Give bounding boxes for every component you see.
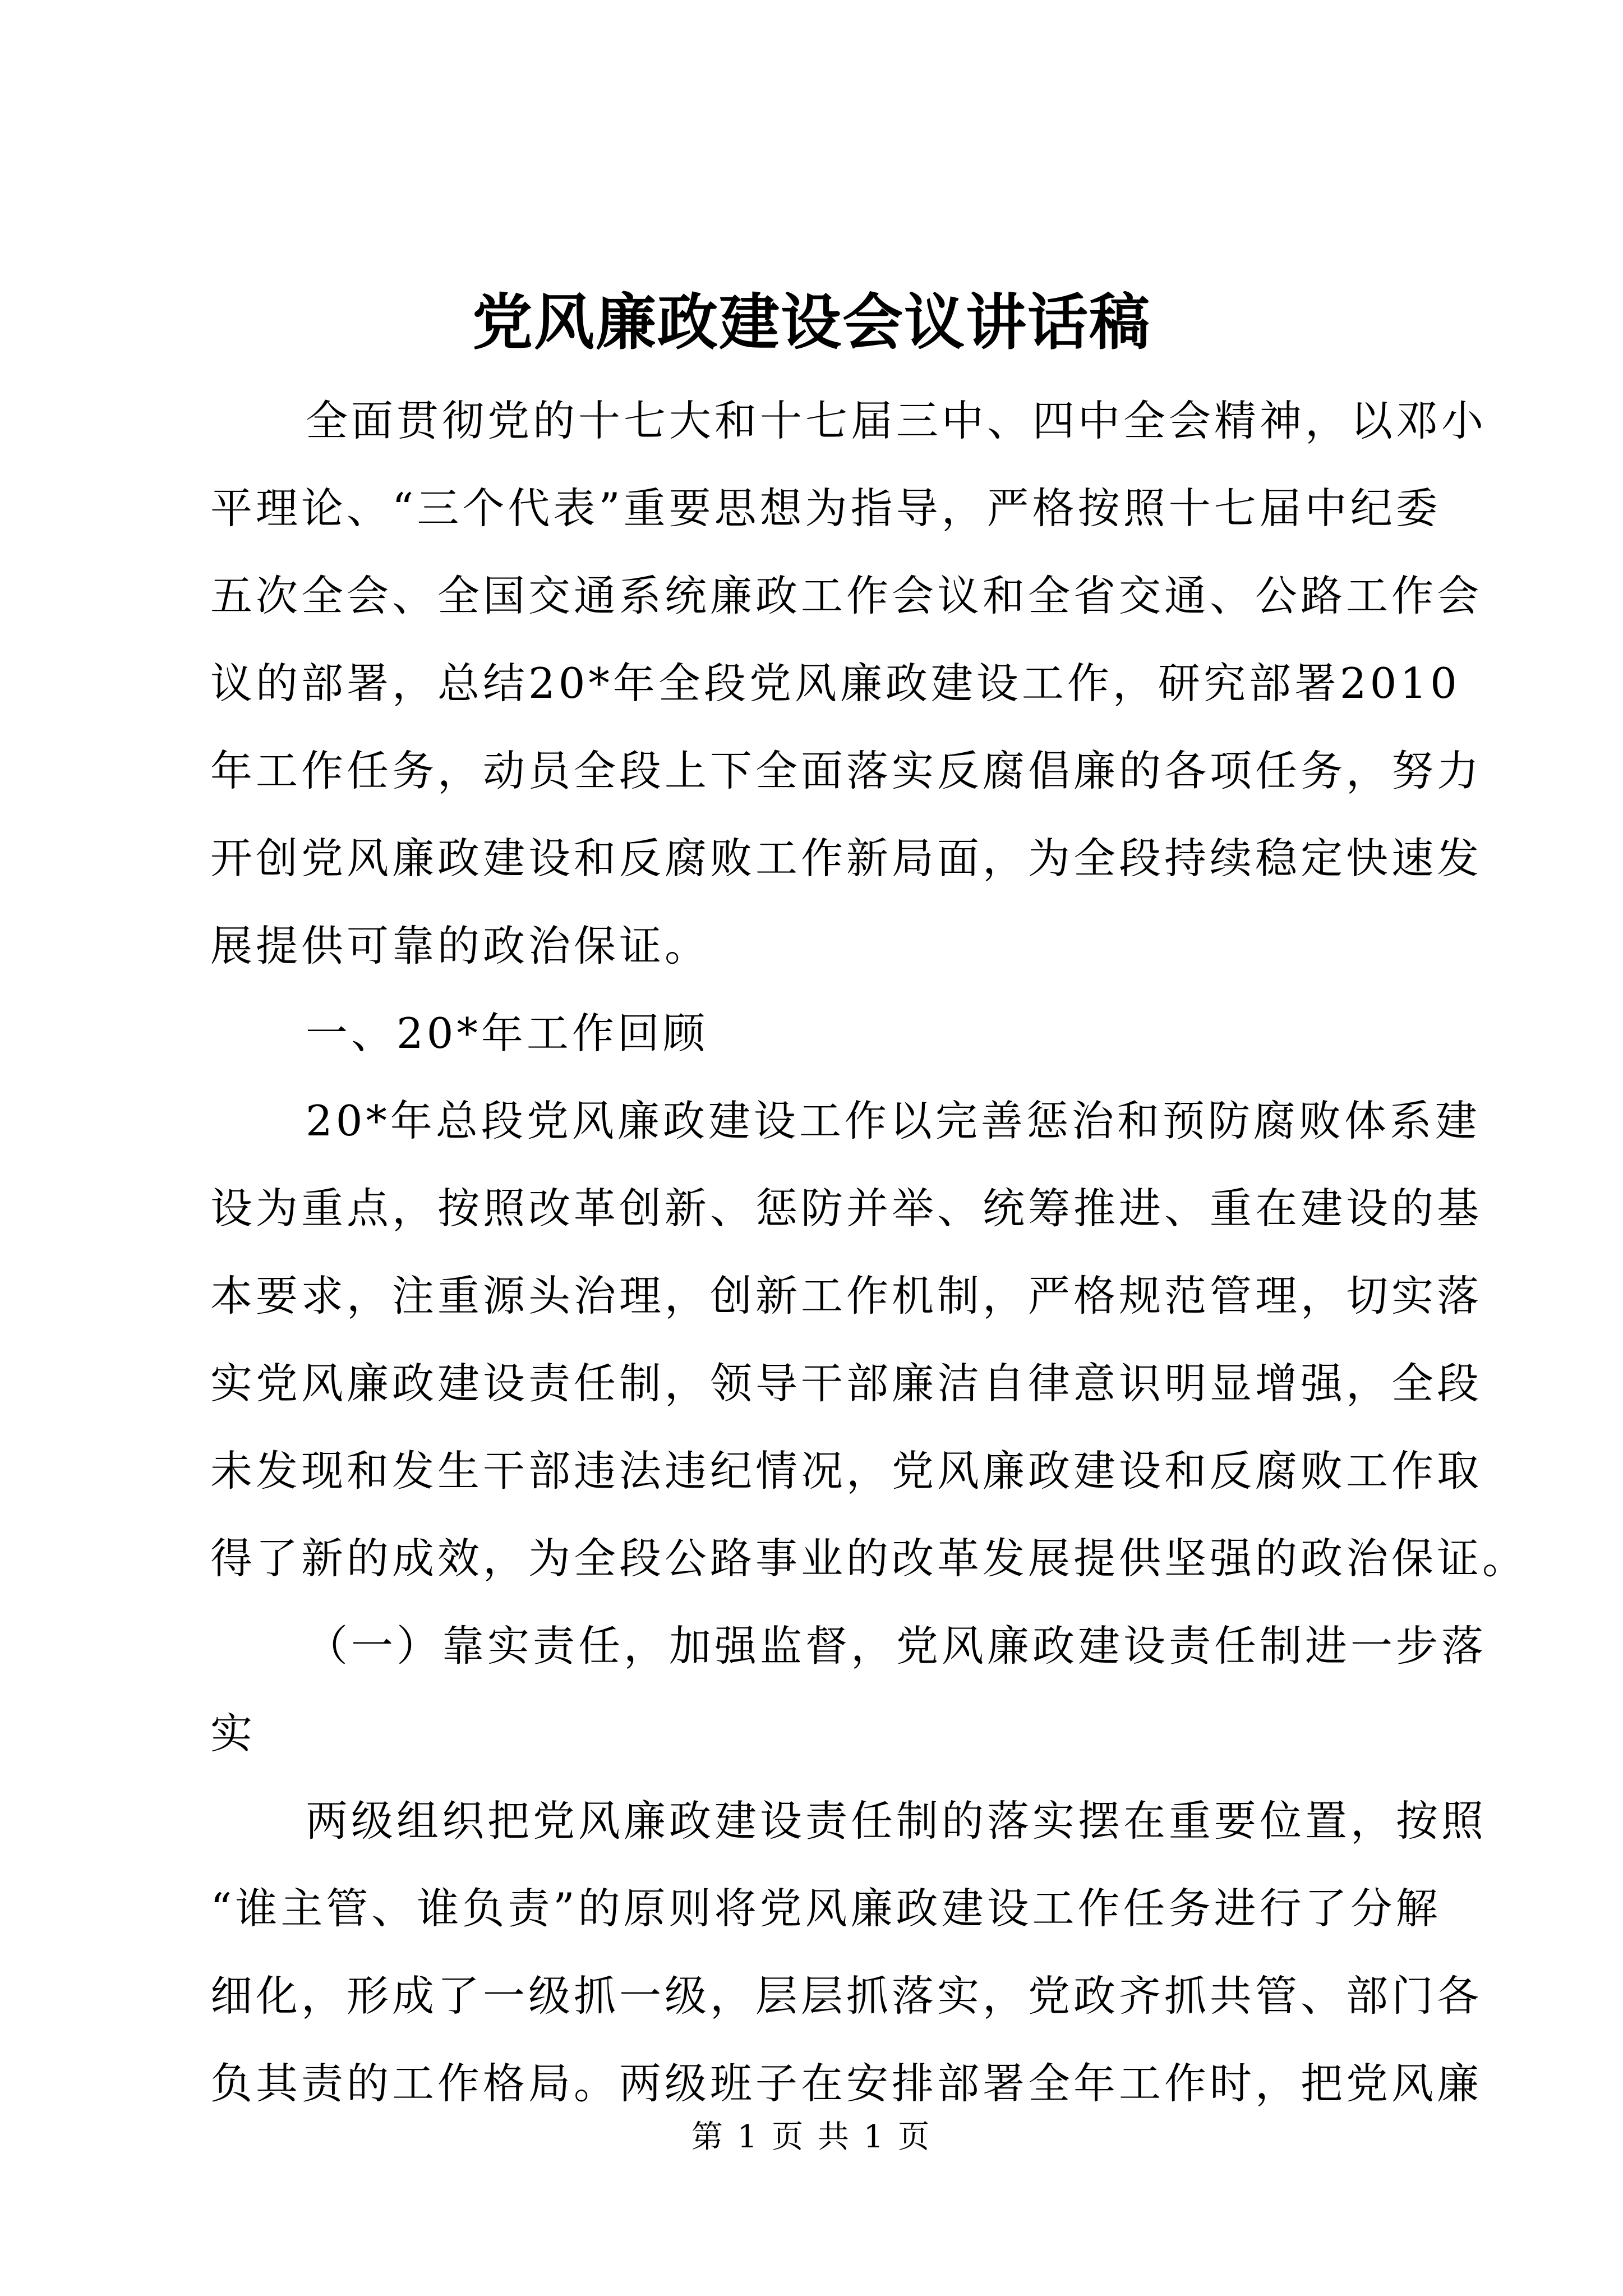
section-heading: 一、20*年工作回顾 xyxy=(306,1009,708,1058)
subsection-heading: 实 xyxy=(210,1709,256,1758)
paragraph-line: 设为重点，按照改革创新、惩防并举、统筹推进、重在建设的基 xyxy=(210,1184,1483,1233)
paragraph-line: 负其责的工作格局。两级班子在安排部署全年工作时，把党风廉 xyxy=(210,2059,1483,2108)
page-footer: 第 1 页 共 1 页 xyxy=(691,2119,932,2155)
paragraph-line: 全面贯彻党的十七大和十七届三中、四中全会精神，以邓小 xyxy=(306,396,1487,445)
paragraph-line: 未发现和发生干部违法违纪情况，党风廉政建设和反腐败工作取 xyxy=(210,1446,1483,1496)
paragraph-line: 20*年总段党风廉政建设工作以完善惩治和预防腐败体系建 xyxy=(306,1096,1481,1145)
paragraph-line: 细化，形成了一级抓一级，层层抓落实，党政齐抓共管、部门各 xyxy=(210,1971,1483,2021)
paragraph-line: “谁主管、谁负责”的原则将党风廉政建设工作任务进行了分解 xyxy=(210,1884,1441,1933)
paragraph-line: 年工作任务，动员全段上下全面落实反腐倡廉的各项任务，努力 xyxy=(210,746,1483,795)
paragraph-line: 实党风廉政建设责任制，领导干部廉洁自律意识明显增强，全段 xyxy=(210,1359,1483,1408)
paragraph-line: 本要求，注重源头治理，创新工作机制，严格规范管理，切实落 xyxy=(210,1271,1483,1320)
paragraph-line: 得了新的成效，为全段公路事业的改革发展提供坚强的政治保证。 xyxy=(210,1534,1528,1583)
subsection-heading: （一）靠实责任，加强监督，党风廉政建设责任制进一步落 xyxy=(306,1621,1487,1671)
document-title: 党风廉政建设会议讲话稿 xyxy=(472,287,1151,358)
paragraph-line: 开创党风廉政建设和反腐败工作新局面，为全段持续稳定快速发 xyxy=(210,834,1483,883)
paragraph-line: 展提供可靠的政治保证。 xyxy=(210,921,711,970)
paragraph-line: 议的部署，总结20*年全段党风廉政建设工作，研究部署2010 xyxy=(210,659,1460,708)
paragraph-line: 两级组织把党风廉政建设责任制的落实摆在重要位置，按照 xyxy=(306,1796,1487,1846)
paragraph-line: 平理论、“三个代表”重要思想为指导，严格按照十七届中纪委 xyxy=(210,484,1441,533)
paragraph-line: 五次全会、全国交通系统廉政工作会议和全省交通、公路工作会 xyxy=(210,571,1483,620)
